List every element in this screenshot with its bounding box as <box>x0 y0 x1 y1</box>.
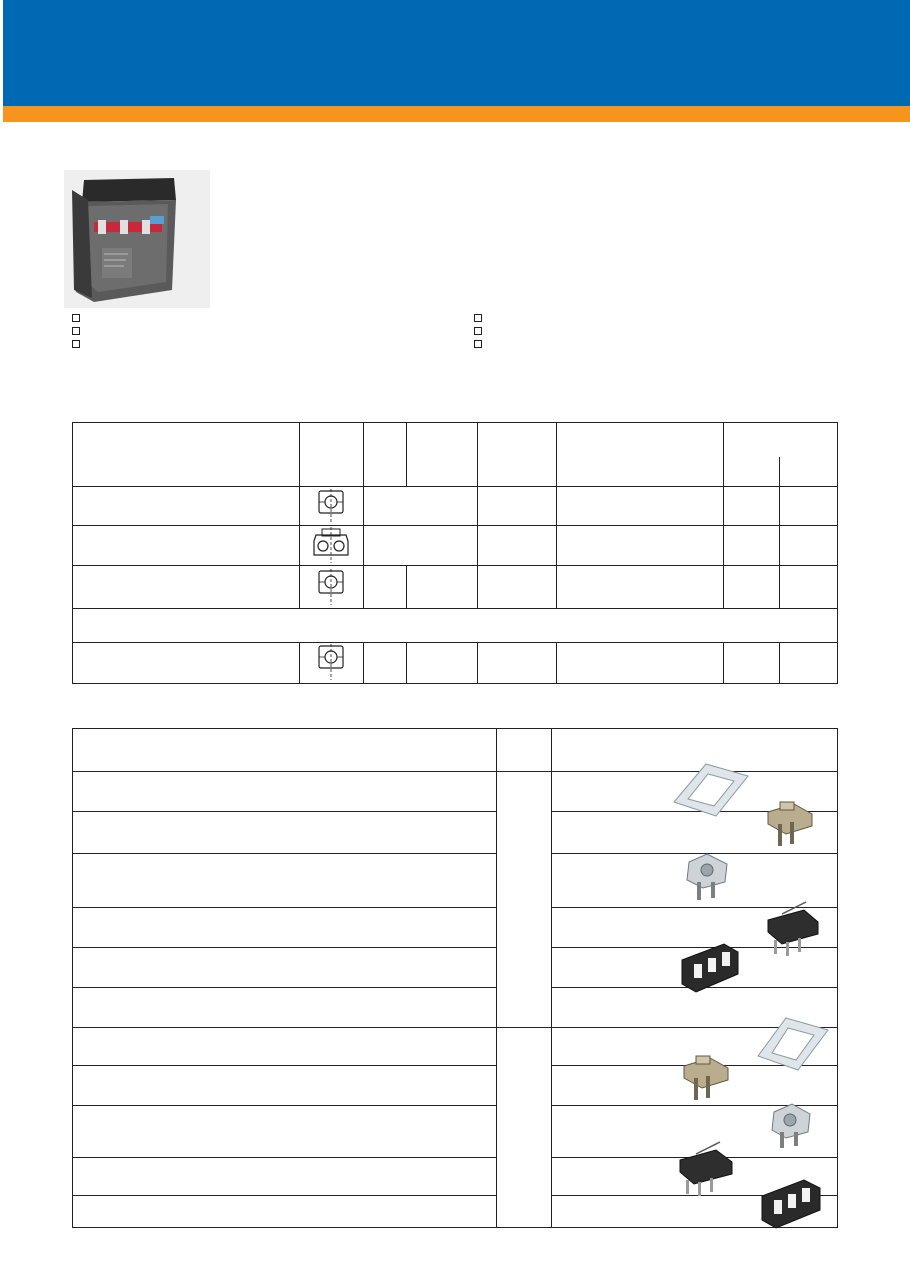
table-rule <box>723 642 724 683</box>
double-terminal-symbol-icon <box>310 527 352 563</box>
terminal-clamp-icon <box>680 1054 732 1104</box>
feature-item <box>72 338 392 350</box>
feature-item <box>72 312 392 324</box>
checkbox-bullet-icon <box>72 314 80 322</box>
table-rule <box>73 1195 496 1196</box>
table-rule <box>73 811 496 812</box>
table-rule <box>556 642 557 683</box>
header-band <box>3 0 910 106</box>
feature-item <box>474 338 794 350</box>
product-photo <box>64 170 210 308</box>
microswitch-icon <box>676 1140 736 1200</box>
table-rule <box>723 423 724 608</box>
table-rule <box>73 608 837 609</box>
table-rule <box>73 987 496 988</box>
box-terminal-icon <box>683 852 733 902</box>
table-rule <box>779 642 780 683</box>
table-rule <box>73 853 496 854</box>
checkbox-bullet-icon <box>474 340 482 348</box>
table-rule <box>73 1027 837 1028</box>
table-rule <box>363 423 364 608</box>
single-terminal-symbol-icon <box>314 569 348 605</box>
box-terminal-icon <box>768 1102 816 1150</box>
table-rule <box>406 642 407 683</box>
table-rule <box>73 1065 496 1066</box>
table-rule <box>73 1105 496 1106</box>
header-accent-stripe <box>3 106 910 122</box>
table-rule <box>551 729 552 1227</box>
terminal-cover-icon <box>760 1172 822 1232</box>
insulating-plate-icon <box>670 762 750 818</box>
table-rule <box>363 642 364 683</box>
table-rule <box>496 729 497 1227</box>
checkbox-bullet-icon <box>72 340 80 348</box>
microswitch-icon <box>764 900 822 958</box>
table-rule <box>299 423 300 608</box>
single-terminal-symbol-icon <box>314 489 348 523</box>
table-rule <box>406 423 407 486</box>
table-rule <box>477 423 478 608</box>
feature-item <box>474 312 794 324</box>
table-rule <box>406 565 407 608</box>
fuse-switch-disconnector-photo <box>64 170 210 308</box>
single-terminal-symbol-icon <box>314 644 348 680</box>
terminal-cover-icon <box>680 936 740 996</box>
table-rule <box>779 457 780 608</box>
ordering-table <box>72 422 838 684</box>
insulating-plate-icon <box>756 1016 830 1072</box>
feature-item <box>474 325 794 337</box>
table-rule <box>73 907 496 908</box>
terminal-clamp-icon <box>764 800 816 850</box>
feature-item <box>72 325 392 337</box>
table-rule <box>73 1157 496 1158</box>
table-rule <box>477 642 478 683</box>
table-rule <box>299 642 300 683</box>
checkbox-bullet-icon <box>474 327 482 335</box>
checkbox-bullet-icon <box>72 327 80 335</box>
table-rule <box>73 947 496 948</box>
table-rule <box>556 423 557 608</box>
checkbox-bullet-icon <box>474 314 482 322</box>
